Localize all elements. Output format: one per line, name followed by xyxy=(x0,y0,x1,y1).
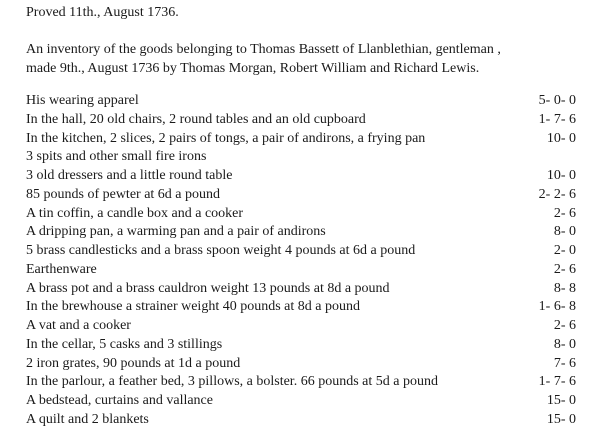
inventory-item-description: A vat and a cooker xyxy=(26,318,131,333)
inventory-item-value: 1- 7- 6 xyxy=(538,374,576,390)
inventory-item-row xyxy=(26,242,576,261)
inventory-item-value: 15- 0 xyxy=(546,393,576,408)
inventory-item-value: 8- 8 xyxy=(553,280,576,296)
inventory-item-row xyxy=(26,223,576,242)
inventory-item-value: 8- 0 xyxy=(553,336,576,352)
inventory-item-value: 2- 6 xyxy=(553,318,576,333)
inventory-item-description: 5 brass candlesticks and a brass spoon weight 4 pounds at 6d a pound xyxy=(26,243,416,258)
inventory-item-description: In the kitchen, 2 slices, 2 pairs of tongs, a pair of andirons, a frying pan xyxy=(26,130,426,146)
inventory-item-description: 3 spits and other small fire irons xyxy=(26,149,207,165)
document-page xyxy=(26,0,576,427)
inventory-item-description: A tin coffin, a candle box and a cooker xyxy=(26,205,244,221)
inventory-item-description: A quilt and 2 blankets xyxy=(26,411,149,427)
inventory-item-row xyxy=(26,111,576,130)
inventory-item-row xyxy=(26,261,576,280)
inventory-item-row xyxy=(26,167,576,186)
inventory-item-row xyxy=(26,298,576,317)
intro-line: made 9th., August 1736 by Thomas Morgan, Robert William and Richard Lewis. xyxy=(26,61,480,76)
intro-line: An inventory of the goods belonging to Thomas Bassett of Llanblethian, gentleman , xyxy=(26,42,501,57)
inventory-item-value: 2- 6 xyxy=(553,261,576,277)
inventory-item-description: His wearing apparel xyxy=(26,93,139,108)
inventory-item-value: 5- 0- 0 xyxy=(538,93,576,108)
inventory-item-row xyxy=(26,336,576,355)
inventory-item-row xyxy=(26,392,576,411)
inventory-item-description: In the parlour, a feather bed, 3 pillows, a bolster. 66 pounds at 5d a pound xyxy=(26,374,438,390)
inventory-item-description: In the cellar, 5 casks and 3 stillings xyxy=(26,336,223,352)
inventory-item-row xyxy=(26,373,576,392)
inventory-item-description: A dripping pan, a warming pan and a pair of andirons xyxy=(26,224,326,240)
inventory-item-description: In the brewhouse a strainer weight 40 pounds at 8d a pound xyxy=(26,299,360,315)
inventory-item-value: 2- 6 xyxy=(553,205,576,221)
inventory-item-description: A brass pot and a brass cauldron weight 13 pounds at 8d a pound xyxy=(26,280,390,296)
inventory-item-value: 2- 0 xyxy=(553,243,576,258)
inventory-item-row xyxy=(26,148,576,167)
inventory-item-value: 8- 0 xyxy=(553,224,576,240)
proved-date-line: Proved 11th., August 1736. xyxy=(26,5,179,20)
inventory-item-description: In the hall, 20 old chairs, 2 round tables and an old cupboard xyxy=(26,111,366,127)
inventory-items-list xyxy=(26,92,576,430)
inventory-item-row xyxy=(26,130,576,149)
inventory-item-description: 85 pounds of pewter at 6d a pound xyxy=(26,186,221,202)
inventory-item-row xyxy=(26,186,576,205)
inventory-item-description: 2 iron grates, 90 pounds at 1d a pound xyxy=(26,355,241,371)
inventory-item-value: 7- 6 xyxy=(553,355,576,371)
inventory-item-row xyxy=(26,411,576,430)
inventory-item-value: 1- 7- 6 xyxy=(538,111,576,127)
inventory-introduction xyxy=(26,40,576,78)
inventory-item-description: 3 old dressers and a little round table xyxy=(26,168,233,183)
inventory-item-value: 10- 0 xyxy=(546,130,576,146)
inventory-item-description: Earthenware xyxy=(26,261,97,277)
inventory-item-value: 2- 2- 6 xyxy=(538,186,576,202)
inventory-item-row xyxy=(26,280,576,299)
inventory-item-row xyxy=(26,205,576,224)
inventory-item-row xyxy=(26,355,576,374)
inventory-item-description: A bedstead, curtains and vallance xyxy=(26,393,213,408)
inventory-item-row xyxy=(26,92,576,111)
inventory-item-value: 10- 0 xyxy=(546,168,576,183)
inventory-item-value: 1- 6- 8 xyxy=(538,299,576,315)
inventory-item-value: 15- 0 xyxy=(546,411,576,427)
inventory-item-row xyxy=(26,317,576,336)
